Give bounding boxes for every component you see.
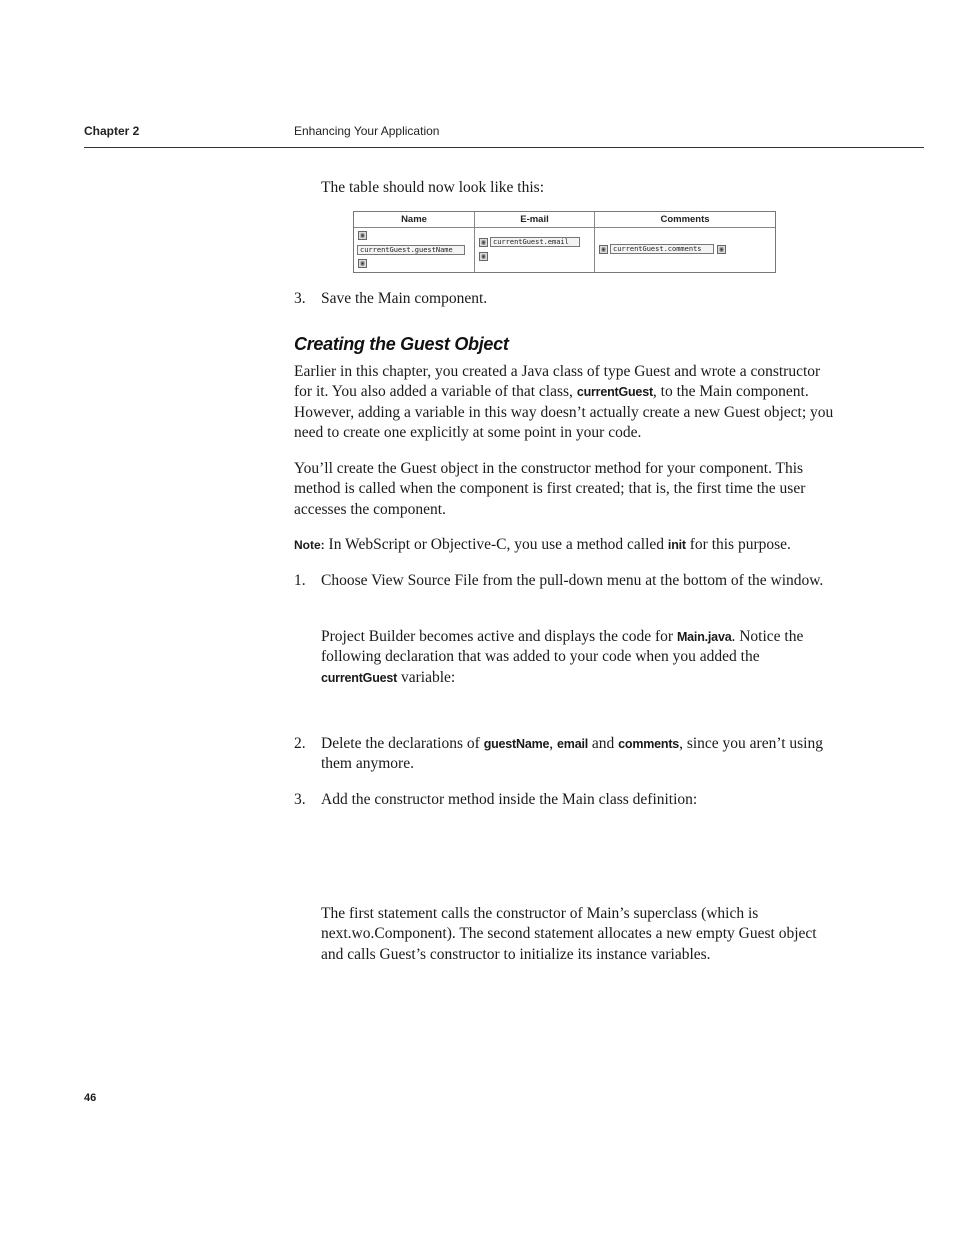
step-number: 1. <box>294 572 306 589</box>
note-label: Note: <box>294 538 325 552</box>
table-header-email: E-mail <box>475 212 594 228</box>
element-icon: ▣ <box>358 259 367 268</box>
inline-code: guestName <box>483 737 550 751</box>
header-rule <box>84 147 924 148</box>
element-icon: ▣ <box>717 245 726 254</box>
paragraph: You’ll create the Guest object in the constructor method for your component. This method is called when the component is first created; that is, the first time the user accesses the component. <box>294 460 806 518</box>
step-text: Choose View Source File from the pull-down menu at the bottom of the window. <box>321 572 824 589</box>
paragraph: Earlier in this chapter, you created a Java class of type Guest and wrote a constructor for it. You also added a variable of that class, currentGuest, to the Main component. However, adding a variable in this way doesn’t actually create a new Guest object; you need to create one explicitly at some point in your code. <box>294 363 834 441</box>
table-screenshot <box>353 211 776 273</box>
page-number: 46 <box>84 1092 97 1104</box>
inline-code: init <box>667 538 686 552</box>
table-field-name: currentGuest.guestName <box>357 245 465 255</box>
inline-code: email <box>557 737 588 751</box>
note: Note: In WebScript or Objective-C, you use a method called init for this purpose. <box>294 536 791 553</box>
step-detail: Project Builder becomes active and displays the code for Main.java. Notice the following declaration that was added to your code when you added the currentGuest variable: <box>321 628 804 686</box>
inline-code: Main.java <box>676 630 732 644</box>
table-field-comments: currentGuest.comments <box>610 244 714 254</box>
step-number: 3. <box>294 290 306 307</box>
table-header-name: Name <box>354 212 474 228</box>
paragraph: The first statement calls the constructor of Main’s superclass (which is next.wo.Component). The second statement allocates a new empty Guest object and calls Guest’s constructor to initialize its instance variables. <box>321 905 817 963</box>
element-icon: ▣ <box>358 231 367 240</box>
chapter-title: Enhancing Your Application <box>294 124 440 138</box>
step-text: Add the constructor method inside the Main class definition: <box>321 791 698 808</box>
inline-code: currentGuest <box>576 385 653 400</box>
step-number: 2. <box>294 735 306 752</box>
table-column-email <box>475 212 595 272</box>
inline-code: comments <box>618 737 680 751</box>
table-column-name <box>354 212 475 272</box>
step-number: 3. <box>294 791 306 808</box>
element-icon: ▣ <box>479 238 488 247</box>
section-heading: Creating the Guest Object <box>294 334 509 354</box>
chapter-label: Chapter 2 <box>84 124 140 138</box>
element-icon: ▣ <box>599 245 608 254</box>
step-text: Save the Main component. <box>321 290 488 307</box>
table-field-email: currentGuest.email <box>490 237 580 247</box>
step-text: Delete the declarations of guestName, email and comments, since you aren’t using them anymore. <box>321 735 823 773</box>
table-column-comments <box>595 212 775 272</box>
inline-code: currentGuest <box>321 670 398 685</box>
table-header-comments: Comments <box>595 212 775 228</box>
element-icon: ▣ <box>479 252 488 261</box>
intro-text: The table should now look like this: <box>321 179 545 196</box>
